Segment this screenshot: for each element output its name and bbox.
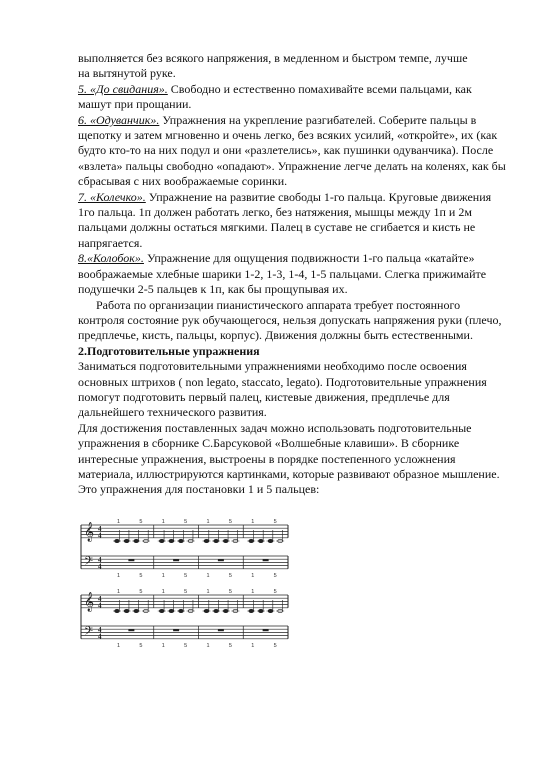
exercise-5-title: 5. «До свидания». — [78, 81, 168, 96]
fingering-number: 5 — [184, 588, 188, 595]
fingering-number: 5 — [273, 572, 277, 579]
bass-time-signature-bottom: 4 — [98, 562, 102, 571]
fingering-number: 1 — [117, 642, 121, 649]
section-paragraph-2: Для достижения поставленных задач можно использовать подготовительные упражнения в сборнике С.Барсуковой «Волшебные клавиши». В сборнике интересные упражнения, выстроены в порядке постепенного усложнения материала, иллюстрируются картинками, которые развивают образное мышление. — [78, 420, 500, 481]
exercise-6-title: 6. «Одуванчик». — [78, 112, 160, 127]
bass-time-signature-bottom: 4 — [98, 632, 102, 641]
music-notation-figure — [77, 515, 508, 650]
fingering-number: 5 — [228, 588, 232, 595]
fingering-number: 1 — [117, 588, 121, 595]
treble-time-signature-top: 4 — [98, 524, 102, 533]
treble-clef-icon: 𝄞 — [84, 521, 95, 542]
document-page — [78, 51, 508, 650]
exercise-8-text: Упражнение для ощущения подвижности 1-го пальца «катайте» воображаемые хлебные шарики 1-2, 1-3, 1-4, 1-5 пальцами. Слегка прижимайте подушечки 2-5 пальцев к 1п, как бы прощупывая их. — [78, 251, 487, 297]
fingering-number: 5 — [139, 642, 143, 649]
fingering-number: 1 — [117, 518, 121, 525]
fingering-number: 5 — [273, 518, 277, 525]
fingering-number: 5 — [228, 572, 232, 579]
exercise-5-text: Свободно и естественно помахивайте всеми пальцами, как машут при прощании. — [78, 81, 472, 112]
fingering-number: 1 — [251, 518, 255, 525]
treble-time-signature-bottom: 4 — [98, 601, 102, 610]
bass-clef-icon: 𝄢 — [84, 554, 94, 571]
treble-time-signature-bottom: 4 — [98, 531, 102, 540]
whole-rest — [128, 559, 134, 561]
exercise-8-title: 8.«Колобок». — [78, 251, 144, 266]
exercise-7 — [78, 190, 508, 252]
whole-rest — [218, 629, 224, 631]
fingering-number: 5 — [139, 572, 143, 579]
whole-rest — [263, 629, 269, 631]
bass-time-signature-top: 4 — [98, 625, 102, 634]
fingering-number: 1 — [251, 572, 255, 579]
exercise-6-text: Упражнения на укрепление разгибателей. Соберите пальцы в щепотку и затем мгновенно и очень легко, без всяких усилий, «откройте», их (как будто кто-то на них подул и они «разлетелись», как пушинки одуванчика). После «взлета» пальцы свободно «опадают». Упражнение легче делать на коленях, как бы сбрасывая с них воображаемые соринки. — [78, 112, 506, 189]
fingering-number: 1 — [117, 572, 121, 579]
fingering-number: 1 — [206, 572, 210, 579]
fingering-number: 1 — [161, 518, 165, 525]
fingering-number: 1 — [206, 588, 210, 595]
section-heading: 2.Подготовительные упражнения — [78, 343, 260, 358]
bass-time-signature-top: 4 — [98, 555, 102, 564]
fingering-number: 1 — [251, 588, 255, 595]
fingering-number: 5 — [184, 642, 188, 649]
whole-rest — [173, 559, 179, 561]
whole-rest — [218, 559, 224, 561]
whole-rest — [263, 559, 269, 561]
intro-line-2: на вытянутой руке. — [78, 66, 176, 81]
intro-line-1: выполняется без всякого напряжения, в медленном и быстром темпе, лучше — [78, 51, 468, 65]
exercise-5 — [78, 82, 508, 113]
treble-clef-icon: 𝄞 — [84, 591, 95, 612]
fingering-number: 5 — [184, 572, 188, 579]
fingering-number: 1 — [161, 588, 165, 595]
music-score — [77, 515, 292, 650]
exercise-8 — [78, 251, 508, 297]
treble-time-signature-top: 4 — [98, 594, 102, 603]
bass-clef-icon: 𝄢 — [84, 624, 94, 641]
fingering-number: 5 — [228, 518, 232, 525]
fingering-number: 1 — [251, 642, 255, 649]
fingering-number: 5 — [184, 518, 188, 525]
whole-rest — [128, 629, 134, 631]
fingering-number: 5 — [139, 518, 143, 525]
fingering-number: 5 — [273, 588, 277, 595]
fingering-number: 1 — [161, 642, 165, 649]
section-paragraph-1: Заниматься подготовительными упражнениями необходимо после освоения основных штрихов ( non legato, staccato, legato). Подготовительные упражнения помогут подготовить первый палец, кистевые движения, предплечье для дальнейшего технического развития. — [78, 359, 487, 420]
fingering-number: 5 — [139, 588, 143, 595]
exercise-6 — [78, 113, 508, 190]
fingering-number: 5 — [228, 642, 232, 649]
fingering-number: 1 — [206, 642, 210, 649]
section-paragraph-3: Это упражнения для постановки 1 и 5 пальцев: — [78, 482, 320, 497]
paragraph-work: Работа по организации пианистического аппарата требует постоянного контроля состояние рук обучающегося, нельзя допускать напряжения руки (плечо, предплечье, кисть, пальцы, корпус). Движения должны быть естественными. — [78, 297, 502, 343]
exercise-7-text: Упражнение на развитие свободы 1-го пальца. Круговые движения 1го пальца. 1п должен работать легко, без натяжения, мышцы между 1п и 2м пальцами должны остаться мягкими. Палец в суставе не сгибается и кисть не напрягается. — [78, 189, 492, 250]
exercise-7-title: 7. «Колечко». — [78, 189, 146, 204]
whole-rest — [173, 629, 179, 631]
fingering-number: 1 — [161, 572, 165, 579]
fingering-number: 1 — [206, 518, 210, 525]
fingering-number: 5 — [273, 642, 277, 649]
